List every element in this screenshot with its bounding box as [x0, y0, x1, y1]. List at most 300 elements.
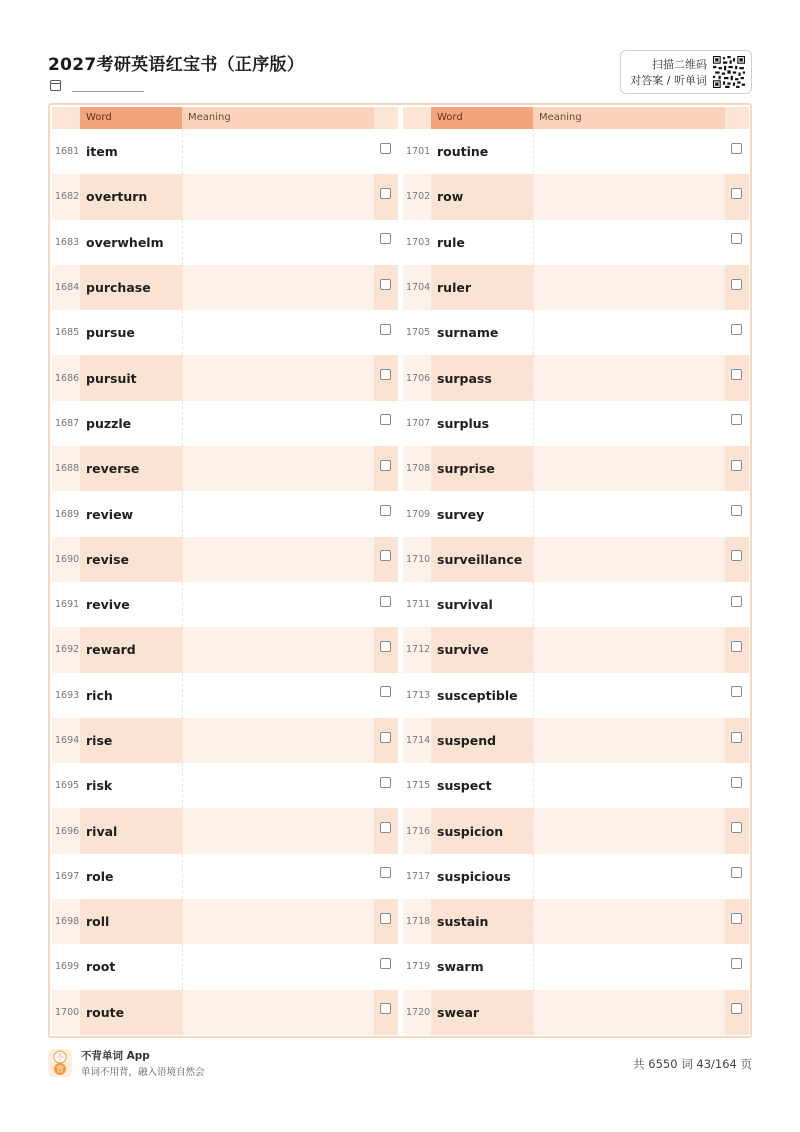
- word-text: survival: [437, 597, 493, 613]
- checkbox-icon[interactable]: [731, 867, 742, 878]
- table-row: [403, 990, 749, 1035]
- word-cell: [431, 446, 533, 491]
- table-header: [52, 107, 398, 129]
- check-cell: [374, 582, 398, 627]
- word-number: 1685: [55, 327, 80, 339]
- meaning-input-cell[interactable]: [533, 401, 725, 446]
- check-cell: [374, 627, 398, 672]
- page-info: 共 6550 词 43/164 页: [633, 1057, 752, 1071]
- word-number: 1684: [55, 282, 80, 294]
- meaning-input-cell[interactable]: [182, 446, 374, 491]
- meaning-input-cell[interactable]: [182, 265, 374, 310]
- meaning-input-cell[interactable]: [533, 673, 725, 718]
- word-number: 1690: [55, 553, 80, 565]
- check-cell: [374, 718, 398, 763]
- table-row: [403, 582, 749, 627]
- table-row: [52, 718, 398, 763]
- app-name: 不背单词 App: [81, 1050, 150, 1062]
- page-header: [48, 50, 752, 100]
- checkbox-icon[interactable]: [731, 414, 742, 425]
- word-cell: [431, 310, 533, 355]
- check-cell: [725, 401, 749, 446]
- word-cell: [431, 718, 533, 763]
- checkbox-icon[interactable]: [731, 777, 742, 788]
- word-cell: [431, 854, 533, 899]
- logo-char-1: 不: [56, 1053, 64, 1062]
- word-text: surplus: [437, 415, 490, 431]
- meaning-input-cell[interactable]: [182, 401, 374, 446]
- checkbox-icon[interactable]: [380, 369, 391, 380]
- header-check-cell: [725, 107, 749, 129]
- word-number: 1717: [406, 870, 431, 882]
- check-cell: [374, 355, 398, 400]
- meaning-input-cell[interactable]: [533, 174, 725, 219]
- table-row: [52, 310, 398, 355]
- checkbox-icon[interactable]: [380, 233, 391, 244]
- table-row: [52, 990, 398, 1035]
- checkbox-icon[interactable]: [380, 1003, 391, 1014]
- checkbox-icon[interactable]: [731, 279, 742, 290]
- word-number: 1720: [406, 1006, 431, 1018]
- word-text: routine: [437, 144, 489, 160]
- word-number: 1708: [406, 463, 431, 475]
- table-row: [403, 220, 749, 265]
- word-text: roll: [86, 914, 110, 930]
- checkbox-icon[interactable]: [731, 913, 742, 924]
- meaning-input-cell[interactable]: [182, 854, 374, 899]
- meaning-input-cell[interactable]: [533, 854, 725, 899]
- table-row: [52, 129, 398, 174]
- meaning-input-cell[interactable]: [533, 310, 725, 355]
- word-number: 1686: [55, 372, 80, 384]
- meaning-input-cell[interactable]: [182, 990, 374, 1035]
- checkbox-icon[interactable]: [380, 732, 391, 743]
- check-cell: [725, 808, 749, 853]
- word-cell: [431, 491, 533, 536]
- meaning-input-cell[interactable]: [182, 355, 374, 400]
- meaning-input-cell[interactable]: [533, 944, 725, 989]
- word-cell: [431, 944, 533, 989]
- word-number: 1719: [406, 961, 431, 973]
- meaning-input-cell[interactable]: [533, 129, 725, 174]
- meaning-input-cell[interactable]: [533, 537, 725, 582]
- word-cell: [80, 446, 182, 491]
- word-number: 1714: [406, 735, 431, 746]
- word-text: rule: [437, 234, 465, 250]
- table-row: [52, 355, 398, 400]
- checkbox-icon[interactable]: [380, 188, 391, 199]
- checkbox-icon[interactable]: [731, 732, 742, 743]
- word-cell: [80, 673, 182, 718]
- header-word: Word: [80, 107, 182, 129]
- word-cell: [80, 537, 182, 582]
- qr-caption: [629, 57, 707, 89]
- table-row: [403, 446, 749, 491]
- check-cell: [725, 990, 749, 1035]
- word-number: 1703: [406, 236, 431, 248]
- word-text: swear: [437, 1004, 480, 1020]
- check-cell: [374, 446, 398, 491]
- word-number: 1718: [406, 916, 431, 928]
- checkbox-icon[interactable]: [380, 143, 391, 154]
- word-number: 1712: [406, 644, 431, 656]
- word-cell: [80, 854, 182, 899]
- meaning-input-cell[interactable]: [182, 129, 374, 174]
- table-row: [52, 944, 398, 989]
- check-cell: [374, 220, 398, 265]
- word-cell: [80, 718, 182, 763]
- checkbox-icon[interactable]: [731, 958, 742, 969]
- table-row: [52, 401, 398, 446]
- meaning-input-cell[interactable]: [182, 763, 374, 808]
- check-cell: [374, 673, 398, 718]
- check-cell: [374, 990, 398, 1035]
- table-row: [52, 673, 398, 718]
- header-meaning: Meaning: [182, 107, 374, 129]
- meaning-input-cell[interactable]: [533, 446, 725, 491]
- checkbox-icon[interactable]: [380, 913, 391, 924]
- word-number: 1695: [55, 780, 80, 792]
- word-text: pursuit: [86, 370, 137, 386]
- meaning-input-cell[interactable]: [533, 718, 725, 763]
- checkbox-icon[interactable]: [380, 460, 391, 471]
- check-cell: [725, 763, 749, 808]
- meaning-input-cell[interactable]: [182, 310, 374, 355]
- word-number: 1687: [55, 417, 80, 429]
- word-number: 1682: [55, 191, 80, 203]
- checkbox-icon[interactable]: [380, 550, 391, 561]
- checkbox-icon[interactable]: [731, 550, 742, 561]
- word-cell: [431, 174, 533, 219]
- table-row: [52, 854, 398, 899]
- header-check-cell: [374, 107, 398, 129]
- word-number: 1689: [55, 508, 80, 520]
- word-cell: [431, 808, 533, 853]
- check-cell: [725, 310, 749, 355]
- checkbox-icon[interactable]: [731, 143, 742, 154]
- table-row: [403, 899, 749, 944]
- word-cell: [431, 265, 533, 310]
- meaning-input-cell[interactable]: [182, 627, 374, 672]
- word-text: puzzle: [86, 415, 132, 431]
- table-row: [403, 808, 749, 853]
- check-cell: [374, 401, 398, 446]
- check-cell: [725, 627, 749, 672]
- word-text: reverse: [86, 461, 140, 477]
- word-text: rich: [86, 687, 113, 703]
- check-cell: [725, 174, 749, 219]
- header-number-cell: [403, 107, 431, 129]
- word-cell: [80, 763, 182, 808]
- app-logo-icon: [48, 1049, 72, 1077]
- word-cell: [80, 491, 182, 536]
- word-cell: [431, 355, 533, 400]
- word-text: survey: [437, 506, 485, 522]
- checkbox-icon[interactable]: [731, 324, 742, 335]
- word-cell: [431, 763, 533, 808]
- table-row: [52, 808, 398, 853]
- calendar-icon: [50, 80, 61, 91]
- checkbox-icon[interactable]: [731, 369, 742, 380]
- word-number: 1681: [55, 146, 80, 158]
- meaning-input-cell[interactable]: [182, 673, 374, 718]
- word-number: 1701: [406, 146, 431, 158]
- word-text: revive: [86, 597, 130, 613]
- check-cell: [374, 808, 398, 853]
- word-text: surpass: [437, 370, 492, 386]
- checkbox-icon[interactable]: [380, 867, 391, 878]
- checkbox-icon[interactable]: [731, 686, 742, 697]
- word-text: survive: [437, 642, 489, 658]
- table-row: [403, 718, 749, 763]
- check-cell: [725, 582, 749, 627]
- checkbox-icon[interactable]: [380, 822, 391, 833]
- meaning-input-cell[interactable]: [533, 582, 725, 627]
- word-number: 1694: [55, 735, 80, 746]
- qr-line-2: 对答案 / 听单词: [630, 74, 707, 87]
- check-cell: [374, 854, 398, 899]
- word-number: 1705: [406, 327, 431, 339]
- word-text: sustain: [437, 914, 489, 930]
- check-cell: [725, 718, 749, 763]
- checkbox-icon[interactable]: [731, 233, 742, 244]
- word-cell: [80, 265, 182, 310]
- word-number: 1704: [406, 282, 431, 294]
- check-cell: [725, 355, 749, 400]
- word-cell: [431, 899, 533, 944]
- table-header: [403, 107, 749, 129]
- qr-panel[interactable]: [620, 50, 752, 94]
- checkbox-icon[interactable]: [380, 414, 391, 425]
- word-text: rise: [86, 733, 113, 748]
- logo-char-2: 背: [56, 1065, 64, 1074]
- meaning-input-cell[interactable]: [533, 808, 725, 853]
- check-cell: [374, 129, 398, 174]
- word-text: surprise: [437, 461, 495, 477]
- word-text: suspicious: [437, 868, 511, 884]
- word-text: row: [437, 189, 464, 205]
- word-cell: [80, 899, 182, 944]
- meaning-input-cell[interactable]: [182, 808, 374, 853]
- left-column: [52, 107, 398, 1035]
- header-word: Word: [431, 107, 533, 129]
- meaning-input-cell[interactable]: [533, 899, 725, 944]
- word-number: 1692: [55, 644, 80, 656]
- checkbox-icon[interactable]: [380, 324, 391, 335]
- meaning-input-cell[interactable]: [182, 491, 374, 536]
- word-number: 1696: [55, 825, 80, 837]
- check-cell: [725, 129, 749, 174]
- meaning-input-cell[interactable]: [533, 627, 725, 672]
- word-text: susceptible: [437, 687, 518, 703]
- right-rows: [403, 129, 749, 1035]
- word-number: 1715: [406, 780, 431, 792]
- table-row: [52, 491, 398, 536]
- check-cell: [725, 673, 749, 718]
- table-row: [52, 220, 398, 265]
- word-cell: [80, 174, 182, 219]
- word-number: 1691: [55, 599, 80, 611]
- word-cell: [80, 627, 182, 672]
- check-cell: [374, 174, 398, 219]
- word-text: review: [86, 506, 134, 522]
- word-cell: [80, 129, 182, 174]
- checkbox-icon[interactable]: [380, 958, 391, 969]
- meaning-input-cell[interactable]: [533, 355, 725, 400]
- meaning-input-cell[interactable]: [182, 718, 374, 763]
- check-cell: [374, 944, 398, 989]
- checkbox-icon[interactable]: [380, 686, 391, 697]
- word-cell: [431, 990, 533, 1035]
- meaning-input-cell[interactable]: [182, 899, 374, 944]
- table-row: [403, 627, 749, 672]
- table-row: [403, 491, 749, 536]
- word-text: risk: [86, 778, 113, 794]
- checkbox-icon[interactable]: [380, 777, 391, 788]
- checkbox-icon[interactable]: [731, 460, 742, 471]
- check-cell: [374, 265, 398, 310]
- word-text: rival: [86, 823, 118, 839]
- checkbox-icon[interactable]: [380, 596, 391, 607]
- word-number: 1693: [55, 689, 80, 701]
- word-text: root: [86, 959, 116, 975]
- word-text: route: [86, 1004, 125, 1020]
- meaning-input-cell[interactable]: [533, 491, 725, 536]
- table-row: [52, 174, 398, 219]
- word-text: surveillance: [437, 551, 523, 567]
- checkbox-icon[interactable]: [731, 1003, 742, 1014]
- table-row: [403, 944, 749, 989]
- word-cell: [431, 537, 533, 582]
- table-row: [403, 537, 749, 582]
- checkbox-icon[interactable]: [380, 279, 391, 290]
- table-row: [403, 854, 749, 899]
- word-text: reward: [86, 642, 136, 658]
- word-number: 1688: [55, 463, 80, 475]
- word-text: surname: [437, 325, 499, 341]
- word-cell: [431, 582, 533, 627]
- check-cell: [374, 491, 398, 536]
- meaning-input-cell[interactable]: [182, 174, 374, 219]
- table-row: [403, 310, 749, 355]
- meaning-input-cell[interactable]: [182, 582, 374, 627]
- table-row: [403, 174, 749, 219]
- check-cell: [374, 310, 398, 355]
- word-cell: [80, 401, 182, 446]
- check-cell: [725, 446, 749, 491]
- table-row: [52, 627, 398, 672]
- word-number: 1709: [406, 508, 431, 520]
- table-row: [52, 446, 398, 491]
- qr-line-1: 扫描二维码: [652, 58, 707, 71]
- word-cell: [80, 355, 182, 400]
- word-number: 1713: [406, 689, 431, 701]
- word-cell: [80, 808, 182, 853]
- check-cell: [725, 944, 749, 989]
- word-text: suspect: [437, 778, 492, 794]
- word-text: overwhelm: [86, 234, 164, 250]
- word-text: ruler: [437, 280, 471, 296]
- word-number: 1698: [55, 916, 80, 928]
- table-row: [403, 763, 749, 808]
- check-cell: [725, 854, 749, 899]
- meaning-input-cell[interactable]: [533, 220, 725, 265]
- checkbox-icon[interactable]: [731, 596, 742, 607]
- table-row: [52, 537, 398, 582]
- word-cell: [80, 220, 182, 265]
- word-number: 1699: [55, 961, 80, 973]
- meaning-input-cell[interactable]: [182, 537, 374, 582]
- meaning-input-cell[interactable]: [182, 944, 374, 989]
- word-number: 1702: [406, 191, 431, 203]
- checkbox-icon[interactable]: [731, 188, 742, 199]
- checkbox-icon[interactable]: [731, 505, 742, 516]
- right-column: [403, 107, 749, 1035]
- check-cell: [725, 220, 749, 265]
- word-text: item: [86, 144, 118, 160]
- check-cell: [374, 763, 398, 808]
- table-row: [403, 129, 749, 174]
- word-cell: [80, 582, 182, 627]
- word-text: pursue: [86, 325, 135, 341]
- word-cell: [80, 990, 182, 1035]
- check-cell: [725, 899, 749, 944]
- word-cell: [431, 220, 533, 265]
- word-text: role: [86, 868, 114, 884]
- check-cell: [725, 537, 749, 582]
- word-number: 1683: [55, 236, 80, 248]
- checkbox-icon[interactable]: [380, 641, 391, 652]
- meaning-input-cell[interactable]: [182, 220, 374, 265]
- word-number: 1716: [406, 825, 431, 837]
- word-number: 1711: [406, 599, 431, 611]
- word-cell: [431, 401, 533, 446]
- meaning-input-cell[interactable]: [533, 763, 725, 808]
- table-row: [52, 899, 398, 944]
- word-number: 1700: [55, 1006, 80, 1018]
- word-cell: [431, 627, 533, 672]
- check-cell: [725, 491, 749, 536]
- word-text: revise: [86, 551, 129, 567]
- qr-code-icon[interactable]: [713, 56, 745, 88]
- table-row: [52, 763, 398, 808]
- vocabulary-table: [48, 103, 752, 1038]
- table-row: [403, 355, 749, 400]
- page-title: 2027考研英语红宝书（正序版）: [48, 55, 305, 75]
- table-row: [403, 401, 749, 446]
- table-row: [52, 265, 398, 310]
- word-cell: [431, 129, 533, 174]
- app-slogan: 单词不用背，融入语境自然会: [81, 1067, 205, 1078]
- word-text: overturn: [86, 189, 148, 205]
- word-cell: [431, 673, 533, 718]
- word-number: 1707: [406, 417, 431, 429]
- meaning-input-cell[interactable]: [533, 990, 725, 1035]
- word-number: 1710: [406, 553, 431, 565]
- word-cell: [80, 310, 182, 355]
- meaning-input-cell[interactable]: [533, 265, 725, 310]
- word-cell: [80, 944, 182, 989]
- checkbox-icon[interactable]: [731, 641, 742, 652]
- checkbox-icon[interactable]: [380, 505, 391, 516]
- checkbox-icon[interactable]: [731, 822, 742, 833]
- table-row: [403, 265, 749, 310]
- header-meaning: Meaning: [533, 107, 725, 129]
- check-cell: [374, 537, 398, 582]
- check-cell: [374, 899, 398, 944]
- word-number: 1697: [55, 870, 80, 882]
- check-cell: [725, 265, 749, 310]
